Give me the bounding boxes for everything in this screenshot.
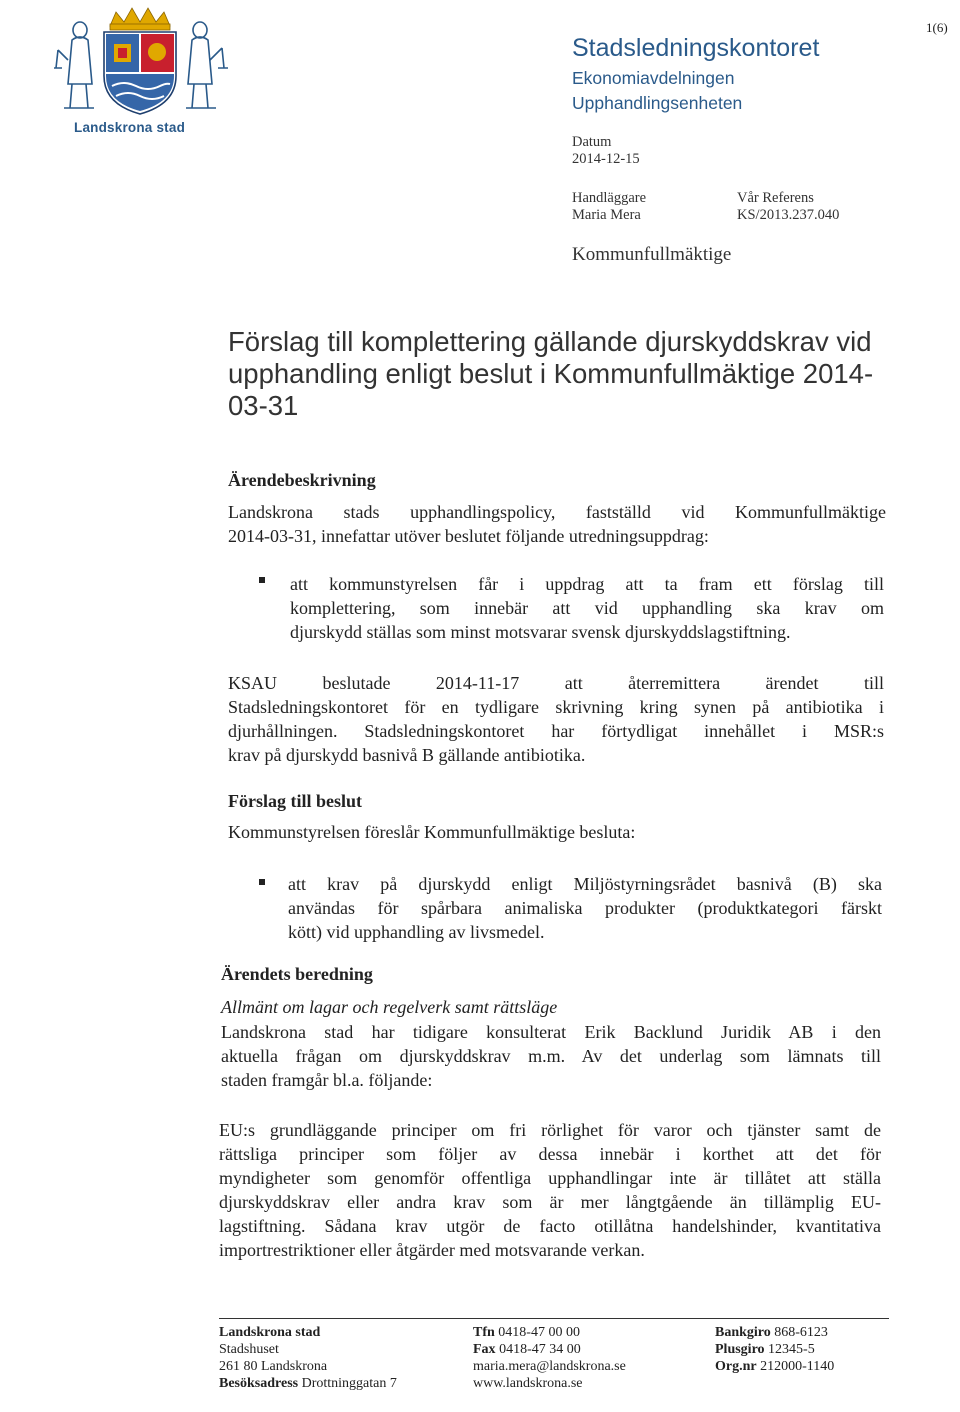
paragraph-line: krav på djurskydd basnivå B gällande antibiotika. [228,745,586,765]
paragraph-line: Landskrona stad har tidigare konsulterat Erik Backlund Juridik AB i den [221,1022,881,1042]
recipient: Kommunfullmäktige [572,244,732,265]
date-label: Datum [572,134,612,150]
footer-plusgiro: 12345-5 [768,1342,815,1357]
case-officer-value: Maria Mera [572,207,641,223]
title-line: upphandling enligt beslut i Kommunfullmäktige 2014- [228,358,874,389]
bullet-line: att krav på djurskydd enligt Miljöstyrningsrådet basnivå (B) ska [288,874,882,894]
footer-contact-column [473,1324,626,1392]
paragraph-line: Landskrona stads upphandlingspolicy, fastställd vid Kommunfullmäktige [228,502,886,522]
footer-website: www.landskrona.se [473,1376,583,1391]
quote-line: myndigheter som genomför offentliga upphandlingar inte är tillåtet att ställa [219,1168,881,1188]
footer-org-name: Landskrona stad [219,1325,321,1340]
footer-postal-address: 261 80 Landskrona [219,1359,328,1374]
paragraph-line: Stadsledningskontoret för en tydligare skrivning kring synen på antibiotika i [228,697,884,717]
bullet-line: kött) vid upphandling av livsmedel. [288,922,545,942]
footer-divider [219,1318,889,1319]
unit-name: Upphandlingsenheten [572,93,743,113]
paragraph-line: aktuella frågan om djurskyddskrav m.m. Av det underlag som lämnats till [221,1046,881,1066]
bullet-square-icon [259,577,265,583]
bullet-line: komplettering, som innebär att vid upphandling ska krav om [290,598,884,618]
footer-orgnr-label: Org.nr [715,1359,757,1374]
paragraph-line: 2014-03-31, innefattar utöver beslutet följande utredningsuppdrag: [228,526,709,546]
title-line: 03-31 [228,390,299,421]
footer-plusgiro-label: Plusgiro [715,1342,765,1357]
bullet-line: djurskydd ställas som minst motsvarar svensk djurskyddslagstiftning. [290,622,791,642]
quote-line: EU:s grundläggande principer om fri rörlighet för varor och tjänster samt de [219,1120,881,1140]
quote-line: importrestriktioner eller åtgärder med motsvarande verkan. [219,1240,645,1260]
footer-building: Stadshuset [219,1342,279,1357]
section-heading-arendebeskrivning: Ärendebeskrivning [228,470,376,490]
footer-bankgiro: 868-6123 [774,1325,828,1340]
subheading-rattslage: Allmänt om lagar och regelverk samt rättsläge [221,997,558,1017]
footer-payment-column [715,1324,834,1375]
bullet-line: användas för spårbara animaliska produkter (produktkategori färskt [288,898,882,918]
footer-phone: 0418-47 00 00 [498,1325,580,1340]
case-officer-label: Handläggare [572,190,647,206]
paragraph-line: Kommunstyrelsen föreslår Kommunfullmäktige besluta: [228,822,636,842]
paragraph-line: staden framgår bl.a. följande: [221,1070,433,1090]
footer-orgnr: 212000-1140 [760,1359,835,1374]
paragraph-line: KSAU beslutade 2014-11-17 att återremittera ärendet till [228,673,884,693]
bullet-line: att kommunstyrelsen får i uppdrag att ta fram ett förslag till [290,574,884,594]
crest-caption: Landskrona stad [74,120,186,135]
footer-phone-label: Tfn [473,1325,495,1340]
footer-bankgiro-label: Bankgiro [715,1325,771,1340]
quote-line: rättsliga principer som följer av dessa innebär i korthet att det för [219,1144,881,1164]
city-coat-of-arms-icon [52,4,228,116]
quote-line: lagstiftning. Sådana krav utgör de facto otillåtna handelshinder, kvantitativa [219,1216,881,1236]
reference-value: KS/2013.237.040 [737,207,840,223]
section-heading-forslag: Förslag till beslut [228,791,362,811]
bullet-square-icon [259,879,265,885]
footer-email: maria.mera@landskrona.se [473,1359,626,1374]
organisation-name: Stadsledningskontoret [572,34,820,62]
section-heading-beredning: Ärendets beredning [221,964,373,984]
department-name: Ekonomiavdelningen [572,68,735,88]
footer-visit-label: Besöksadress [219,1376,299,1391]
footer-fax: 0418-47 34 00 [499,1342,581,1357]
document-title [228,326,940,422]
footer-fax-label: Fax [473,1342,496,1357]
footer-visit-address: Drottninggatan 7 [301,1376,397,1391]
reference-label: Vår Referens [737,190,814,206]
title-line: Förslag till komplettering gällande djurskyddskrav vid [228,326,872,357]
date-value: 2014-12-15 [572,151,640,167]
page-number: 1(6) [926,20,948,35]
paragraph-line: djurhållningen. Stadsledningskontoret har förtydligat innehållet i MSR:s [228,721,884,741]
quote-line: djurskyddskrav eller andra krav som är mer långtgående än tillämplig EU- [219,1192,881,1212]
footer-address-column [219,1324,397,1392]
